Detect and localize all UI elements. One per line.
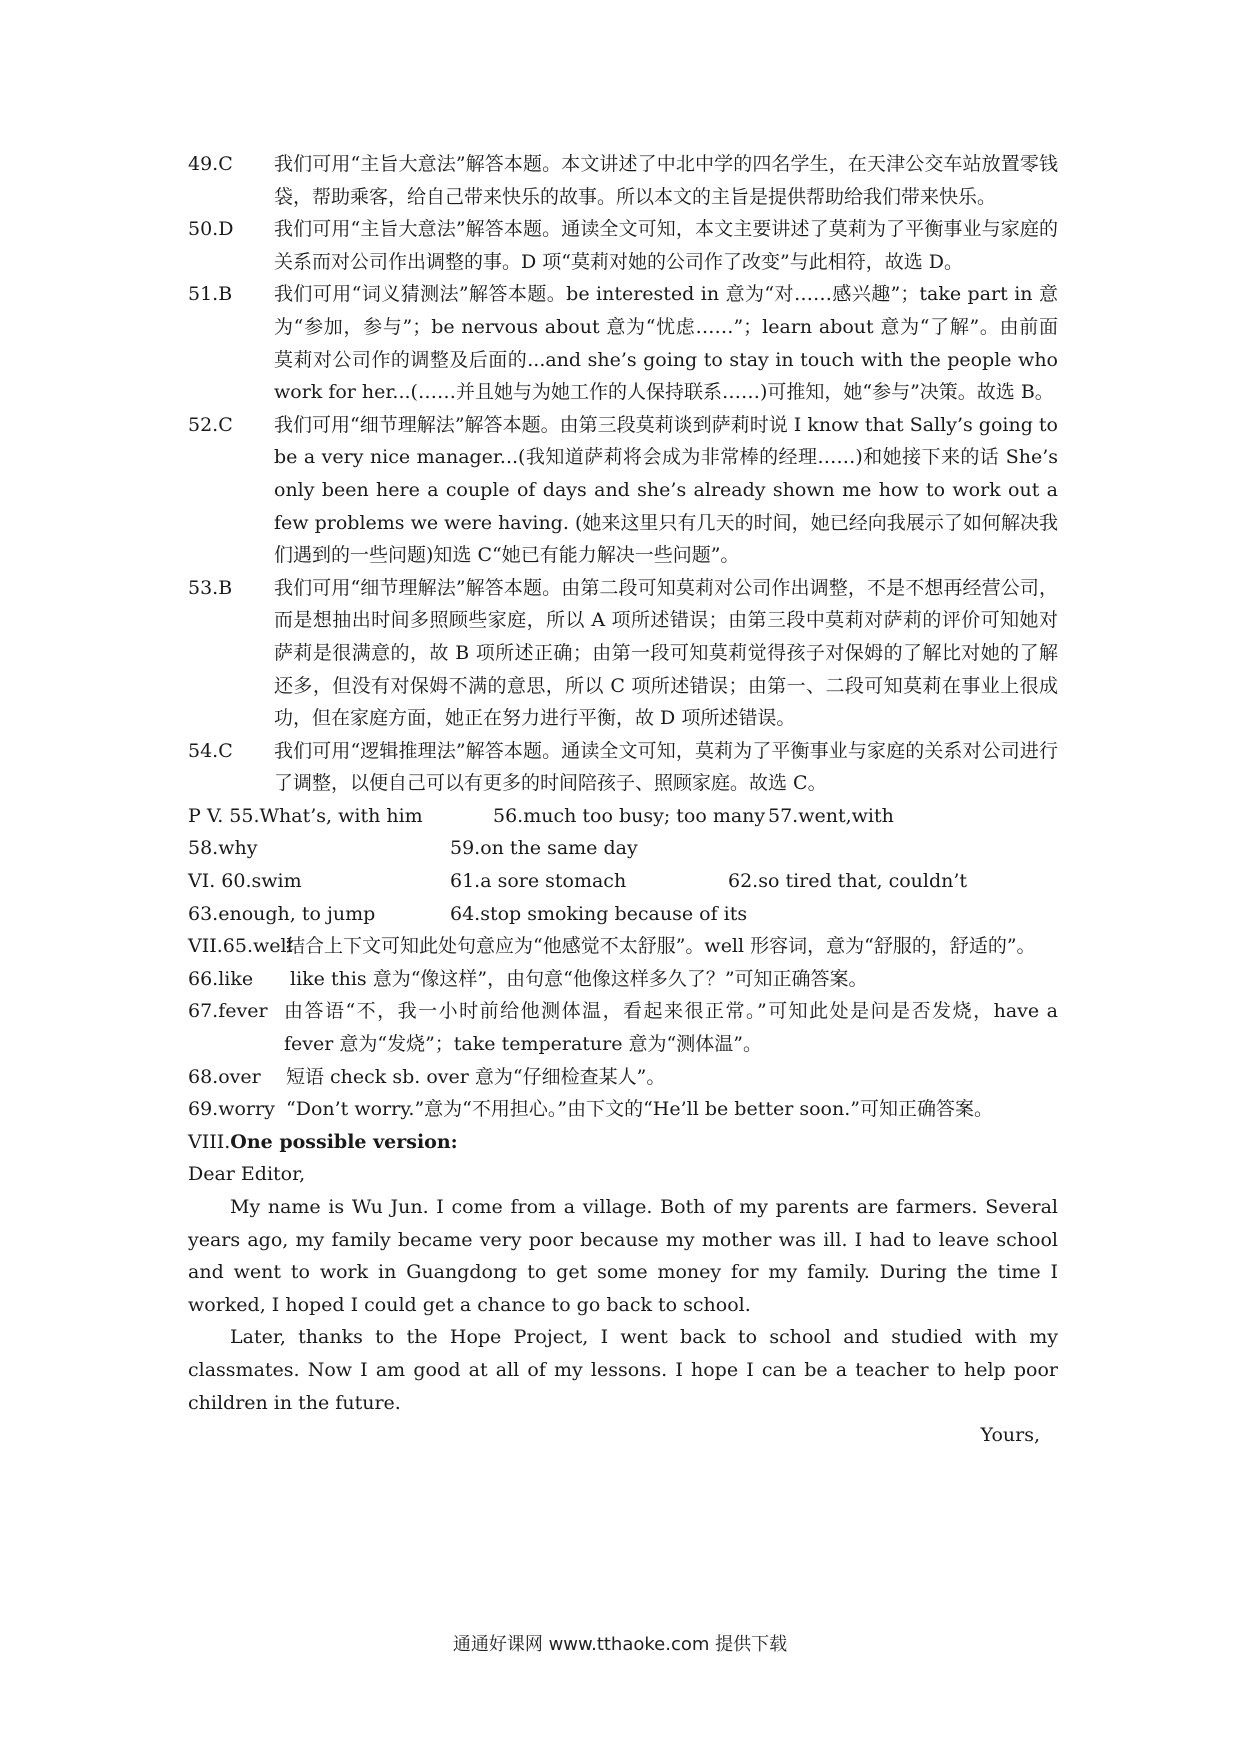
- answer-number: VII.65.well: [188, 935, 293, 958]
- answer-number: 52.C: [188, 413, 233, 436]
- answer-63: 63.enough, to jump: [188, 902, 376, 925]
- answer-explanation: 我们可用“词义猜测法”解答本题。be interested in 意为“对……感兴趣”；take part in 意为“参加，参与”；be nervous about 意为“忧虑……”；learn about 意为“了解”。由前面莫莉对公司作的调整及后面的...and she’s going to stay in touch with the people who work for her...(……并且她与为她工作的人保持联系……)可推知，她“参与”决策。故选 B。: [274, 283, 1058, 404]
- answer-67: [188, 995, 1058, 1060]
- answer-49: [188, 148, 1058, 213]
- answer-52: [188, 409, 1058, 572]
- answer-number: 50.D: [188, 218, 234, 241]
- answer-explanation: 短语 check sb. over 意为“仔细检查某人”。: [286, 1065, 666, 1088]
- answer-53: [188, 572, 1058, 735]
- answer-55: P V. 55.What’s, with him: [188, 804, 423, 827]
- answer-68: [188, 1061, 1058, 1094]
- answer-explanation: 我们可用“主旨大意法”解答本题。本文讲述了中北中学的四名学生，在天津公交车站放置零钱袋，帮助乘客，给自己带来快乐的故事。所以本文的主旨是提供帮助给我们带来快乐。: [274, 153, 1058, 208]
- answer-60: VI. 60.swim: [188, 870, 302, 893]
- letter-closing: Yours,: [980, 1424, 1040, 1447]
- answer-69: [188, 1093, 1058, 1126]
- answer-51: [188, 278, 1058, 408]
- answer-54: [188, 735, 1058, 800]
- answer-explanation: 由答语“不，我一小时前给他测体温，看起来很正常。”可知此处是问是否发烧，have a fever 意为“发烧”；take temperature 意为“测体温”。: [284, 1000, 1058, 1056]
- letter-paragraph-1: My name is Wu Jun. I come from a village. Both of my parents are farmers. Several years ago, my family became very poor because my mother was ill. I had to leave school and went to work in Guangdong to get some money for my family. During the time I worked, I hoped I could get a chance to go back to school.: [188, 1196, 1058, 1316]
- answer-number: 49.C: [188, 153, 233, 175]
- letter-paragraph-2: Later, thanks to the Hope Project, I went back to school and studied with my classmates. Now I am good at all of my lessons. I hope I can be a teacher to help poor children in the future.: [188, 1326, 1058, 1414]
- answer-number: 67.fever: [188, 1000, 268, 1023]
- answer-56: 56.much too busy; too many: [493, 804, 766, 827]
- answer-59: 59.on the same day: [450, 837, 638, 860]
- section-v-row-1: [188, 800, 1058, 833]
- section-v-row-2: [188, 832, 1058, 865]
- answer-61: 61.a sore stomach: [450, 870, 627, 893]
- section-viii-title: One possible version:: [230, 1130, 458, 1153]
- answer-explanation: 我们可用“细节理解法”解答本题。由第二段可知莫莉对公司作出调整，不是不想再经营公司，而是想抽出时间多照顾些家庭，所以 A 项所述错误；由第三段中莫莉对萨莉的评价可知她对萨莉是很满意的，故 B 项所述正确；由第一段可知莫莉觉得孩子对保姆的了解比对她的了解还多，但没有对保姆不满的意思，所以 C 项所述错误；由第一、二段可知莫莉在事业上很成功，但在家庭方面，她正在努力进行平衡，故 D 项所述错误。: [274, 576, 1058, 730]
- answer-number: 66.like: [188, 967, 254, 990]
- answer-explanation: like this 意为“像这样”，由句意“他像这样多久了？”可知正确答案。: [290, 967, 868, 990]
- answer-explanation: 我们可用“逻辑推理法”解答本题。通读全文可知，莫莉为了平衡事业与家庭的关系对公司进行了调整，以便自己可以有更多的时间陪孩子、照顾家庭。故选 C。: [274, 739, 1058, 795]
- answer-explanation: 我们可用“细节理解法”解答本题。由第三段莫莉谈到萨莉时说 I know that Sally’s going to be a very nice manager...(我知道萨莉将会成为非常棒的经理……)和她接下来的话 She’s only been here a couple of days and she’s already shown me how to work out a few problems we were having. (她来这里只有几天的时间，她已经向我展示了如何解决我们遇到的一些问题)知选 C“她已有能力解决一些问题”。: [274, 413, 1058, 567]
- page-footer: 通通好课网 www.tthaoke.com 提供下载: [452, 1634, 788, 1655]
- answer-number: 53.B: [188, 576, 233, 599]
- section-viii-heading: [188, 1126, 1058, 1159]
- section-vi-row-2: [188, 898, 1058, 931]
- answer-57: 57.went,with: [768, 804, 894, 827]
- section-vi-row-1: [188, 865, 1058, 898]
- answer-50: [188, 213, 1058, 278]
- answer-number: 54.C: [188, 739, 233, 762]
- answer-66: [188, 963, 1058, 996]
- answer-65: [188, 930, 1058, 963]
- answer-explanation: “Don’t worry.”意为“不用担心。”由下文的“He’ll be better soon.”可知正确答案。: [286, 1098, 993, 1121]
- answer-58: 58.why: [188, 837, 258, 860]
- answer-explanation: 结合上下文可知此处句意应为“他感觉不太舒服”。well 形容词，意为“舒服的，舒适的”。: [286, 935, 1036, 958]
- answer-62: 62.so tired that, couldn’t: [728, 870, 968, 893]
- answer-content: [188, 148, 1058, 1452]
- answer-64: 64.stop smoking because of its: [450, 902, 748, 925]
- answer-number: 51.B: [188, 283, 233, 306]
- section-viii-label: VIII.: [188, 1130, 231, 1153]
- sample-letter: [188, 1158, 1058, 1451]
- answer-number: 69.worry: [188, 1098, 275, 1121]
- answer-explanation: 我们可用“主旨大意法”解答本题。通读全文可知，本文主要讲述了莫莉为了平衡事业与家庭的关系而对公司作出调整的事。D 项“莫莉对她的公司作了改变”与此相符，故选 D。: [274, 218, 1058, 273]
- answer-number: 68.over: [188, 1065, 261, 1088]
- letter-salutation: Dear Editor,: [188, 1163, 306, 1186]
